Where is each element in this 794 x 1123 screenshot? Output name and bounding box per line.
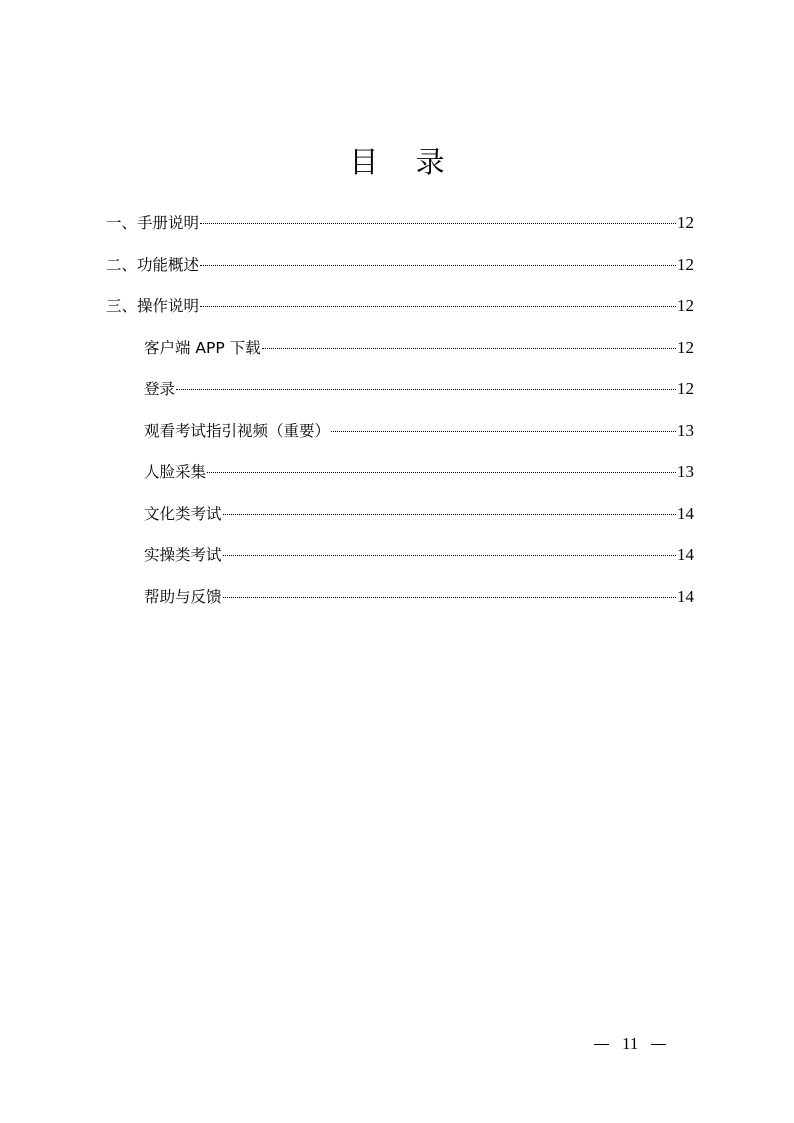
- toc-entry-page: 14: [677, 587, 694, 606]
- toc-entry-page: 12: [677, 338, 694, 357]
- dot-leader: [331, 431, 676, 432]
- toc-entry-login[interactable]: [144, 377, 694, 401]
- dot-leader: [200, 223, 676, 224]
- dot-leader: [223, 555, 676, 556]
- dot-leader: [207, 472, 676, 473]
- toc-entry-page: 13: [677, 421, 694, 440]
- toc-entry-guide-video[interactable]: [144, 419, 694, 443]
- page-number: 11: [622, 1034, 639, 1053]
- toc-entry-page: 14: [677, 504, 694, 523]
- toc-entry-app-download[interactable]: [144, 336, 694, 360]
- toc-entry-label: 三、操作说明: [106, 297, 200, 315]
- dot-leader: [223, 514, 676, 515]
- toc-entry-label: 人脸采集: [144, 463, 207, 481]
- toc-entry-face-capture[interactable]: [144, 460, 694, 484]
- dot-leader: [223, 597, 676, 598]
- toc-entry-page: 12: [677, 296, 694, 315]
- toc-entry-label: 登录: [144, 380, 176, 398]
- dot-leader: [176, 389, 676, 390]
- toc-entry-page: 12: [677, 255, 694, 274]
- toc-entry-practical-exam[interactable]: [144, 543, 694, 567]
- toc-entry-function-overview[interactable]: [106, 253, 694, 277]
- toc-entry-label: 实操类考试: [144, 546, 222, 564]
- toc-entry-label: 观看考试指引视频（重要）: [144, 422, 331, 440]
- toc-entry-page: 14: [677, 545, 694, 564]
- footer-dash-right: [651, 1044, 666, 1045]
- toc-entry-operation-guide[interactable]: [106, 294, 694, 318]
- toc-entry-label: 一、手册说明: [106, 214, 200, 232]
- page-footer: [594, 1034, 666, 1054]
- toc-entry-manual-description[interactable]: [106, 211, 694, 235]
- toc-entry-label: 客户端 APP 下载: [144, 339, 261, 357]
- toc-entry-label: 帮助与反馈: [144, 588, 222, 606]
- toc-entry-culture-exam[interactable]: [144, 502, 694, 526]
- dot-leader: [200, 306, 676, 307]
- toc-entry-label: 文化类考试: [144, 505, 222, 523]
- dot-leader: [200, 265, 676, 266]
- toc-entry-label: 二、功能概述: [106, 256, 200, 274]
- page-title: 目 录: [349, 145, 459, 179]
- toc-entry-page: 12: [677, 213, 694, 232]
- toc-entry-page: 12: [677, 379, 694, 398]
- footer-dash-left: [594, 1044, 609, 1045]
- dot-leader: [262, 348, 676, 349]
- toc-entry-page: 13: [677, 462, 694, 481]
- toc-entry-help-feedback[interactable]: [144, 585, 694, 609]
